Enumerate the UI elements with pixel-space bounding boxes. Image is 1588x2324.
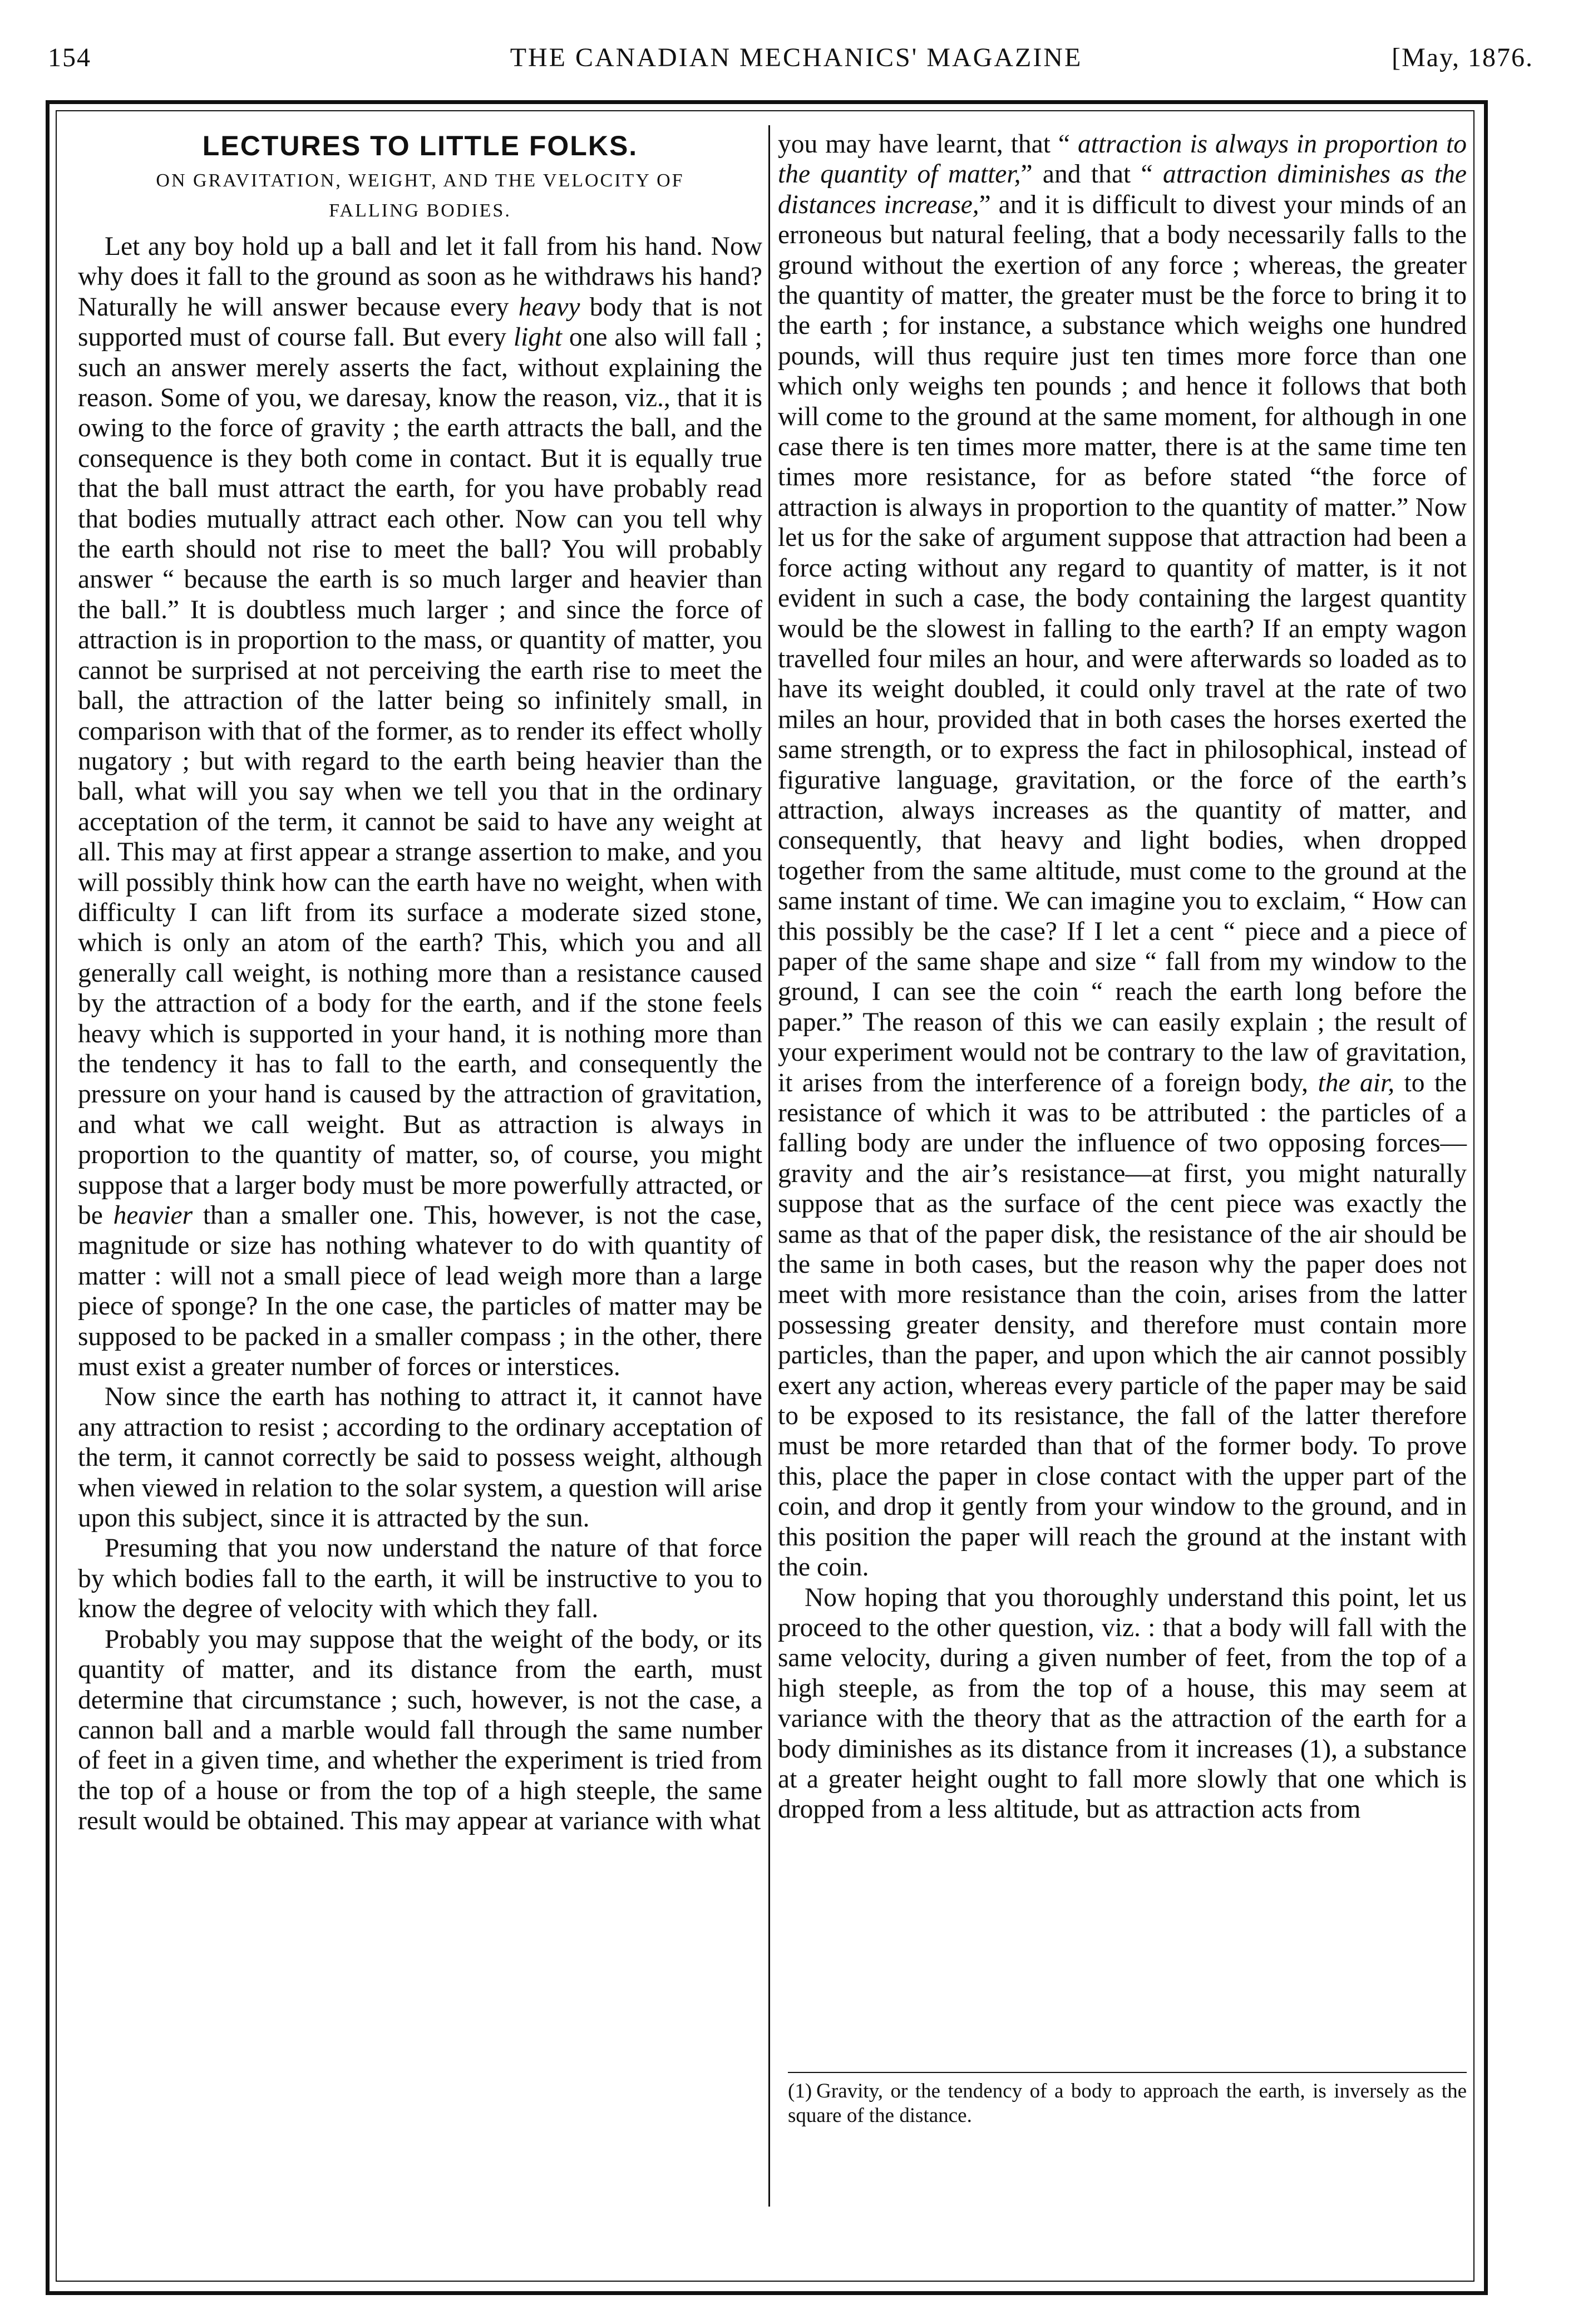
footnote-rule	[788, 2072, 1467, 2073]
magazine-title: THE CANADIAN MECHANICS' MAGAZINE	[510, 43, 1083, 72]
running-head	[48, 42, 1545, 81]
footnote-text: Gravity, or the tendency of a body to approach the earth, is inversely as the square of the distance.	[788, 2080, 1467, 2127]
issue-date: [May, 1876.	[1392, 43, 1533, 72]
paragraph: Presuming that you now understand the nature of that force by which bodies fall to the earth, it will be instructive to you to know the degree of velocity with which they fall.	[78, 1534, 762, 1624]
paragraph: Now hoping that you thoroughly understand this point, let us proceed to the other question, viz. : that a body will fall with the same velocity, during a given number of feet, from the top of a high steeple, as from the top of a house, this may seem at variance with the theory that as the attraction of the earth for a body diminishes as its distance from it increases (1), a substance at a greater height ought to fall more slowly that one which is dropped from a less altitude, but as attraction acts from	[778, 1583, 1467, 1824]
right-column	[778, 129, 1467, 1825]
footnote	[788, 2079, 1467, 2128]
article-subtitle: ON GRAVITATION, WEIGHT, AND THE VELOCITY OF FALLING BODIES.	[156, 170, 684, 221]
footnote-marker: (1)	[788, 2080, 812, 2103]
left-column	[78, 129, 762, 1836]
paragraph: Now since the earth has nothing to attract it, it cannot have any attraction to resist ; according to the ordinary acceptation of the term, it cannot correctly be said to possess weight, although when viewed in relation to the solar system, a question will arise upon this subject, since it is attracted by the sun.	[78, 1382, 762, 1533]
page-number: 154	[48, 43, 91, 72]
paragraph: you may have learnt, that “ attraction is always in proportion to the quantity of matter,” and that “ attraction diminishes as the distances increase,” and it is difficult to divest your minds of an erroneous but natural feeling, that a body necessarily falls to the ground without the exertion of any force ; whereas, the greater the quantity of matter, the greater must be the force to bring it to the earth ; for instance, a substance which weighs one hundred pounds, will thus require just ten times more force than one which only weighs ten pounds ; and hence it follows that both will come to the ground at the same moment, for although in one case there is ten times more matter, there is at the same time ten times more resistance, for as before stated “the force of attraction is always in proportion to the quantity of matter.” Now let us for the sake of argument suppose that attraction had been a force acting without any regard to quantity of matter, is it not evident in such a case, the body containing the largest quantity would be the slowest in falling to the earth? If an empty wagon travelled four miles an hour, and were afterwards so loaded as to have its weight doubled, it could only travel at the rate of two miles an hour, provided that in both cases the horses exerted the same strength, or to express the fact in philosophical, instead of figurative language, gravitation, or the force of the earth’s attraction, always increases as the quantity of matter, and consequently, that heavy and light bodies, when dropped together from the same altitude, must come to the ground at the same instant of time. We can imagine you to exclaim, “ How can this possibly be the case? If I let a cent “ piece and a piece of paper of the same shape and size “ fall from my window to the ground, I can see the coin “ reach the earth long before the paper.” The reason of this we can easily explain ; the result of your experiment would not be contrary to the law of gravitation, it arises from the interference of a foreign body, the air, to the resistance of which it was to be attributed : the particles of a falling body are under the influence of two opposing forces—gravity and the air’s resistance—at first, you might naturally suppose that as the surface of the cent piece was exactly the same as that of the paper disk, the resistance of the air should be the same in both cases, but the reason why the paper does not meet with more resistance than the coin, arises from the latter possessing greater density, and therefore must contain more particles, than the paper, and upon which the air cannot possibly exert any action, whereas every particle of the paper may be said to be exposed to its resistance, the fall of the latter therefore must be more retarded than that of the former body. To prove this, place the paper in close contact with the upper part of the coin, and drop it gently from your window to the ground, and in this position the paper will reach the ground at the instant with the coin.	[778, 130, 1467, 1582]
paragraph: Let any boy hold up a ball and let it fall from his hand. Now why does it fall to the ground as soon as he withdraws his hand? Naturally he will answer because every heavy body that is not supported must of course fall. But every light one also will fall ; such an answer merely asserts the fact, without explaining the reason. Some of you, we daresay, know the reason, viz., that it is owing to the force of gravity ; the earth attracts the ball, and the consequence is they both come in contact. But it is equally true that the ball must attract the earth, for you have probably read that bodies mutually attract each other. Now can you tell why the earth should not rise to meet the ball? You will probably answer “ because the earth is so much larger and heavier than the ball.” It is doubtless much larger ; and since the force of attraction is in proportion to the mass, or quantity of matter, you cannot be surprised at not perceiving the earth rise to meet the ball, the attraction of the latter being so infinitely small, in comparison with that of the former, as to render its effect wholly nugatory ; but with regard to the earth being heavier than the ball, what will you say when we tell you that in the ordinary acceptation of the term, it cannot be said to have any weight at all. This may at first appear a strange assertion to make, and you will possibly think how can the earth have no weight, when with difficulty I can lift from its surface a moderate sized stone, which is only an atom of the earth? This, which you and all generally call weight, is nothing more than a resistance caused by the attraction of a body for the earth, and if the stone feels heavy which is supported in your hand, it is nothing more than the tendency it has to fall to the earth, and consequently the pressure on your hand is caused by the attraction of gravitation, and what we call weight. But as attraction is always in proportion to the quantity of matter, so, of course, you might suppose that a larger body must be more powerfully attracted, or be heavier than a smaller one. This, however, is not the case, magnitude or size has nothing whatever to do with quantity of matter : will not a small piece of lead weigh more than a large piece of sponge? In the one case, the particles of matter may be supposed to be packed in a smaller compass ; in the other, there must exist a greater number of forces or interstices.	[78, 232, 763, 1382]
paragraph: Probably you may suppose that the weight of the body, or its quantity of matter, and its distance from the earth, must determine that circumstance ; such, however, is not the case, a cannon ball and a marble would fall through the same number of feet in a given time, and whether the experiment is tried from the top of a house or from the top of a high steeple, the same result would be obtained. This may appear at variance with what	[78, 1624, 762, 1836]
column-divider	[768, 125, 770, 2207]
article-title: LECTURES TO LITTLE FOLKS.	[202, 130, 638, 161]
